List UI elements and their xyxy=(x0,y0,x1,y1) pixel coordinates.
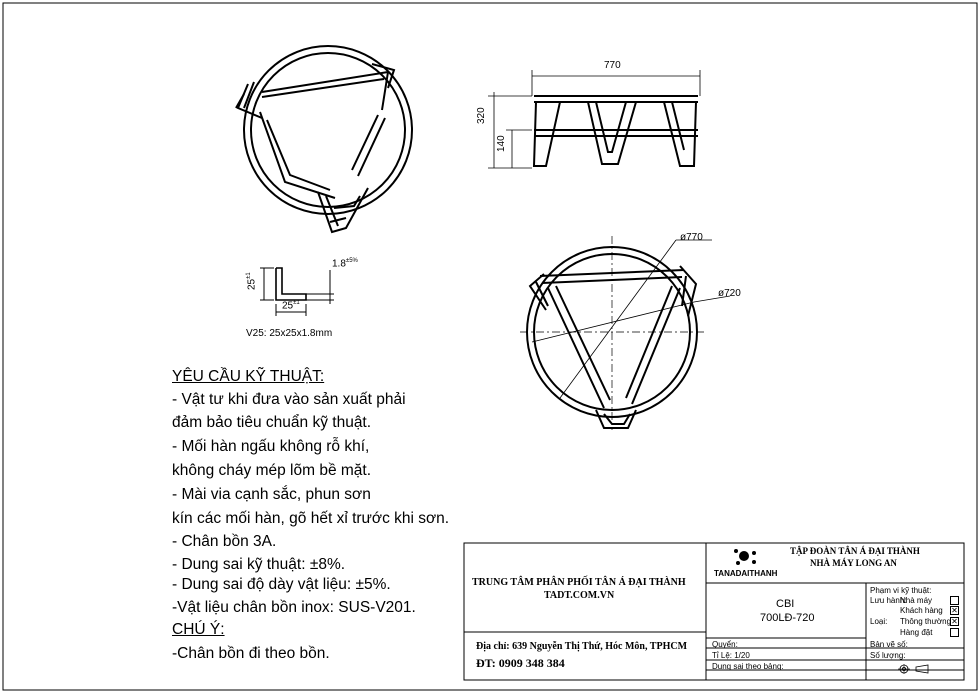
type-normal-label: Thông thường xyxy=(900,617,952,626)
profile-thickness-tolerance: ±5% xyxy=(345,258,358,264)
circulation-customer-checkbox[interactable]: ✕ xyxy=(951,606,958,615)
factory-name: NHÀ MÁY LONG AN xyxy=(810,558,897,568)
profile-bottom-label xyxy=(282,300,300,311)
circulation-customer-label: Khách hàng xyxy=(900,606,943,615)
profile-caption: V25: 25x25x1.8mm xyxy=(246,328,333,339)
requirement-line: - Vật tư khi đưa vào sản xuất phải xyxy=(172,391,406,408)
profile-thickness-label xyxy=(332,258,358,269)
dim-mid-label: 140 xyxy=(496,135,507,152)
circulation-factory-label: Nhà máy xyxy=(900,596,933,605)
plan-view-centerlines xyxy=(520,236,706,430)
product-code: CBI xyxy=(776,598,795,610)
company-logo xyxy=(714,547,778,579)
address-text: Địa chỉ: 639 Nguyễn Thị Thứ, Hóc Môn, TPHCM xyxy=(476,641,688,652)
requirement-line: -Vật liệu chân bồn inox: SUS-V201. xyxy=(172,599,416,616)
scale-label: Tỉ Lệ: 1/20 xyxy=(712,651,750,660)
requirement-line: - Dung sai độ dày vật liệu: ±5%. xyxy=(172,576,391,593)
type-special-label: Hàng đặt xyxy=(900,628,933,637)
front-elevation xyxy=(534,96,698,166)
logo-text: TANADAITHANH xyxy=(714,569,778,578)
requirement-line: - Mối hàn ngấu không rỗ khí, xyxy=(172,438,370,455)
requirement-line: đảm bảo tiêu chuẩn kỹ thuật. xyxy=(172,414,372,431)
top-view-tilted xyxy=(236,46,412,232)
profile-thickness-value: 1.8 xyxy=(332,258,346,270)
distribution-center-name: TRUNG TÂM PHÂN PHỐI TÂN Á ĐẠI THÀNH xyxy=(472,577,686,588)
requirement-line: - Dung sai kỹ thuật: ±8%. xyxy=(172,556,346,573)
requirement-line: - Mài via cạnh sắc, phun sơn xyxy=(172,486,371,503)
circulation-label: Lưu hành: xyxy=(870,596,907,605)
drawing-number-label: Bản vẽ số: xyxy=(870,640,908,649)
profile-side-value: 25 xyxy=(246,278,258,290)
quantity-label: Số lượng: xyxy=(870,651,906,660)
circulation-factory-checkbox[interactable] xyxy=(950,596,959,605)
dim-diameter-outer-label: ø770 xyxy=(680,232,703,243)
scope-label: Phạm vi kỹ thuật: xyxy=(870,586,932,595)
distribution-center-website: TADT.COM.VN xyxy=(544,590,615,601)
dim-height-label: 320 xyxy=(476,107,487,124)
type-label: Loại: xyxy=(870,617,888,626)
type-special-checkbox[interactable] xyxy=(950,628,959,637)
tolerance-table-label: Dung sai theo bảng: xyxy=(712,662,784,671)
type-normal-checkbox[interactable]: ✕ xyxy=(951,617,958,626)
phone-text: ĐT: 0909 348 384 xyxy=(476,656,565,670)
note-line: -Chân bồn đi theo bồn. xyxy=(172,645,330,662)
requirement-line: kín các mối hàn, gõ hết xỉ trước khi sơn. xyxy=(172,510,450,527)
profile-bottom-value: 25 xyxy=(282,300,294,312)
dim-diameter-inner-label: ø720 xyxy=(718,288,741,299)
note-title: CHÚ Ý: xyxy=(172,621,225,638)
requirement-line: - Chân bồn 3A. xyxy=(172,533,277,550)
profile-side-label xyxy=(246,272,257,290)
requirements-title: YÊU CẦU KỸ THUẬT: xyxy=(172,368,325,385)
requirement-line: không cháy mép lõm bề mặt. xyxy=(172,462,372,479)
profile-bottom-tolerance: ±1 xyxy=(293,300,300,306)
product-model: 700LĐ-720 xyxy=(760,612,815,624)
group-name: TẬP ĐOÀN TÂN Á ĐẠI THÀNH xyxy=(790,546,920,556)
projection-symbol-icon xyxy=(898,661,934,671)
book-label: Quyển: xyxy=(712,640,738,649)
profile-side-tolerance: ±1 xyxy=(246,272,252,279)
dim-width-label: 770 xyxy=(604,60,621,71)
